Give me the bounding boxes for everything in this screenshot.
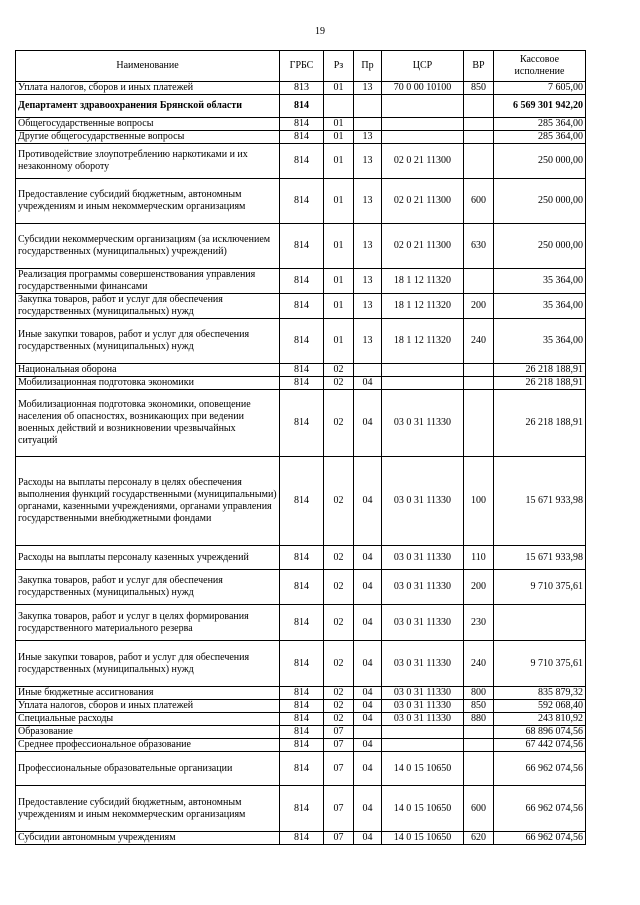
cell-csr: 18 1 12 11320 — [382, 269, 464, 294]
table-row — [16, 752, 586, 786]
cell-vr — [464, 377, 494, 390]
cell-grbs: 814 — [280, 713, 324, 726]
cell-vr: 630 — [464, 224, 494, 269]
header-pr: Пр — [354, 51, 382, 82]
table-row — [16, 319, 586, 364]
cell-pr: 13 — [354, 82, 382, 95]
cell-amount: 592 068,40 — [494, 700, 586, 713]
cell-grbs: 814 — [280, 457, 324, 546]
cell-name: Противодействие злоупотреблению наркотиками и их незаконному обороту — [16, 144, 280, 179]
cell-rz: 01 — [324, 144, 354, 179]
cell-grbs: 814 — [280, 269, 324, 294]
cell-pr: 13 — [354, 144, 382, 179]
cell-rz: 01 — [324, 82, 354, 95]
cell-pr: 04 — [354, 546, 382, 570]
table-row — [16, 726, 586, 739]
table-row — [16, 457, 586, 546]
cell-csr: 18 1 12 11320 — [382, 294, 464, 319]
cell-grbs: 814 — [280, 377, 324, 390]
cell-vr: 800 — [464, 687, 494, 700]
cell-vr: 110 — [464, 546, 494, 570]
table-row — [16, 179, 586, 224]
cell-rz: 07 — [324, 786, 354, 832]
cell-name: Среднее профессиональное образование — [16, 739, 280, 752]
cell-csr — [382, 377, 464, 390]
cell-rz: 01 — [324, 294, 354, 319]
table-header-row — [16, 51, 586, 82]
cell-amount: 35 364,00 — [494, 269, 586, 294]
table-row — [16, 95, 586, 118]
cell-vr — [464, 131, 494, 144]
cell-grbs: 814 — [280, 700, 324, 713]
cell-vr: 850 — [464, 700, 494, 713]
budget-table — [15, 50, 586, 845]
cell-rz: 02 — [324, 457, 354, 546]
cell-name: Другие общегосударственные вопросы — [16, 131, 280, 144]
cell-name: Мобилизационная подготовка экономики — [16, 377, 280, 390]
cell-csr: 03 0 31 11330 — [382, 546, 464, 570]
cell-vr: 230 — [464, 605, 494, 641]
cell-amount: 66 962 074,56 — [494, 832, 586, 845]
table-row — [16, 224, 586, 269]
cell-name: Иные бюджетные ассигнования — [16, 687, 280, 700]
cell-name: Закупка товаров, работ и услуг в целях формирования государственного материального резерва — [16, 605, 280, 641]
cell-name: Субсидии некоммерческим организациям (за исключением государственных (муниципальных) учреждений) — [16, 224, 280, 269]
cell-csr — [382, 726, 464, 739]
cell-grbs: 814 — [280, 739, 324, 752]
cell-vr — [464, 118, 494, 131]
cell-pr: 04 — [354, 832, 382, 845]
cell-vr — [464, 726, 494, 739]
cell-name: Образование — [16, 726, 280, 739]
cell-vr — [464, 739, 494, 752]
cell-pr — [354, 118, 382, 131]
cell-pr: 13 — [354, 131, 382, 144]
cell-name: Реализация программы совершенствования управления государственными финансами — [16, 269, 280, 294]
table-row — [16, 605, 586, 641]
cell-name: Профессиональные образовательные организации — [16, 752, 280, 786]
cell-vr: 200 — [464, 294, 494, 319]
cell-pr: 13 — [354, 269, 382, 294]
header-amount: Кассовое исполнение — [494, 51, 586, 82]
cell-name: Общегосударственные вопросы — [16, 118, 280, 131]
cell-csr: 02 0 21 11300 — [382, 179, 464, 224]
cell-rz: 01 — [324, 118, 354, 131]
cell-rz: 02 — [324, 390, 354, 457]
cell-name: Закупка товаров, работ и услуг для обеспечения государственных (муниципальных) нужд — [16, 294, 280, 319]
cell-rz: 01 — [324, 179, 354, 224]
cell-amount: 9 710 375,61 — [494, 641, 586, 687]
cell-grbs: 813 — [280, 82, 324, 95]
cell-pr — [354, 726, 382, 739]
cell-csr: 03 0 31 11330 — [382, 713, 464, 726]
cell-vr: 600 — [464, 179, 494, 224]
cell-rz: 01 — [324, 319, 354, 364]
cell-amount: 15 671 933,98 — [494, 457, 586, 546]
cell-grbs: 814 — [280, 687, 324, 700]
cell-name: Уплата налогов, сборов и иных платежей — [16, 700, 280, 713]
cell-amount: 26 218 188,91 — [494, 390, 586, 457]
cell-name: Расходы на выплаты персоналу в целях обеспечения выполнения функций государственными (муниципальными) органами, казенными учреждениями, органами управления государственными внебюджетными фондами — [16, 457, 280, 546]
cell-grbs: 814 — [280, 641, 324, 687]
cell-csr: 03 0 31 11330 — [382, 605, 464, 641]
cell-vr: 100 — [464, 457, 494, 546]
cell-amount: 250 000,00 — [494, 144, 586, 179]
cell-vr — [464, 390, 494, 457]
cell-vr: 620 — [464, 832, 494, 845]
cell-name: Иные закупки товаров, работ и услуг для обеспечения государственных (муниципальных) нужд — [16, 641, 280, 687]
cell-name: Предоставление субсидий бюджетным, автономным учреждениям и иным некоммерческим организациям — [16, 786, 280, 832]
cell-grbs: 814 — [280, 319, 324, 364]
cell-pr: 04 — [354, 700, 382, 713]
cell-csr: 02 0 21 11300 — [382, 144, 464, 179]
cell-pr: 13 — [354, 294, 382, 319]
table-row — [16, 700, 586, 713]
cell-csr: 70 0 00 10100 — [382, 82, 464, 95]
cell-csr: 03 0 31 11330 — [382, 687, 464, 700]
table-row — [16, 82, 586, 95]
cell-pr: 04 — [354, 739, 382, 752]
cell-pr: 04 — [354, 641, 382, 687]
cell-grbs: 814 — [280, 726, 324, 739]
table-row — [16, 269, 586, 294]
cell-name: Специальные расходы — [16, 713, 280, 726]
header-vr: ВР — [464, 51, 494, 82]
cell-grbs: 814 — [280, 570, 324, 605]
table-row — [16, 570, 586, 605]
cell-csr — [382, 95, 464, 118]
cell-amount: 250 000,00 — [494, 179, 586, 224]
cell-vr — [464, 269, 494, 294]
cell-vr: 600 — [464, 786, 494, 832]
cell-vr: 850 — [464, 82, 494, 95]
cell-amount: 66 962 074,56 — [494, 752, 586, 786]
cell-amount: 285 364,00 — [494, 131, 586, 144]
cell-rz: 01 — [324, 269, 354, 294]
cell-csr: 18 1 12 11320 — [382, 319, 464, 364]
cell-csr — [382, 739, 464, 752]
cell-rz: 07 — [324, 739, 354, 752]
cell-rz: 07 — [324, 726, 354, 739]
table-row — [16, 377, 586, 390]
cell-pr: 04 — [354, 457, 382, 546]
cell-vr — [464, 95, 494, 118]
cell-pr — [354, 95, 382, 118]
table-row — [16, 546, 586, 570]
cell-amount — [494, 605, 586, 641]
cell-amount: 6 569 301 942,20 — [494, 95, 586, 118]
cell-pr: 13 — [354, 224, 382, 269]
cell-rz: 07 — [324, 832, 354, 845]
header-csr: ЦСР — [382, 51, 464, 82]
cell-vr — [464, 752, 494, 786]
cell-amount: 35 364,00 — [494, 319, 586, 364]
cell-csr: 03 0 31 11330 — [382, 570, 464, 605]
cell-rz: 02 — [324, 546, 354, 570]
cell-rz: 01 — [324, 131, 354, 144]
cell-rz — [324, 95, 354, 118]
cell-csr — [382, 131, 464, 144]
cell-csr: 14 0 15 10650 — [382, 752, 464, 786]
cell-csr: 03 0 31 11330 — [382, 390, 464, 457]
cell-grbs: 814 — [280, 144, 324, 179]
cell-grbs: 814 — [280, 546, 324, 570]
cell-amount: 26 218 188,91 — [494, 377, 586, 390]
cell-grbs: 814 — [280, 179, 324, 224]
header-rz: Рз — [324, 51, 354, 82]
cell-amount: 285 364,00 — [494, 118, 586, 131]
table-row — [16, 786, 586, 832]
table-row — [16, 641, 586, 687]
cell-grbs: 814 — [280, 95, 324, 118]
cell-amount: 67 442 074,56 — [494, 739, 586, 752]
cell-rz: 07 — [324, 752, 354, 786]
cell-rz: 02 — [324, 713, 354, 726]
cell-amount: 7 605,00 — [494, 82, 586, 95]
cell-grbs: 814 — [280, 118, 324, 131]
cell-vr — [464, 144, 494, 179]
cell-vr: 200 — [464, 570, 494, 605]
cell-csr: 03 0 31 11330 — [382, 457, 464, 546]
cell-rz: 02 — [324, 641, 354, 687]
cell-name: Департамент здравоохранения Брянской области — [16, 95, 280, 118]
cell-amount: 250 000,00 — [494, 224, 586, 269]
cell-pr: 04 — [354, 390, 382, 457]
cell-csr: 14 0 15 10650 — [382, 832, 464, 845]
cell-rz: 01 — [324, 224, 354, 269]
table-row — [16, 294, 586, 319]
cell-pr: 04 — [354, 377, 382, 390]
cell-rz: 02 — [324, 687, 354, 700]
cell-name: Мобилизационная подготовка экономики, оповещение населения об опасностях, возникающих при ведении военных действий и возникновении чрезвычайных ситуаций — [16, 390, 280, 457]
table-row — [16, 131, 586, 144]
cell-grbs: 814 — [280, 294, 324, 319]
cell-vr: 880 — [464, 713, 494, 726]
cell-name: Предоставление субсидий бюджетным, автономным учреждениям и иным некоммерческим организациям — [16, 179, 280, 224]
cell-pr: 04 — [354, 570, 382, 605]
cell-pr: 04 — [354, 605, 382, 641]
cell-rz: 02 — [324, 700, 354, 713]
cell-vr — [464, 364, 494, 377]
cell-grbs: 814 — [280, 364, 324, 377]
cell-rz: 02 — [324, 377, 354, 390]
cell-rz: 02 — [324, 570, 354, 605]
cell-grbs: 814 — [280, 605, 324, 641]
cell-amount: 9 710 375,61 — [494, 570, 586, 605]
cell-grbs: 814 — [280, 832, 324, 845]
cell-pr: 04 — [354, 786, 382, 832]
cell-pr: 04 — [354, 713, 382, 726]
cell-pr: 04 — [354, 687, 382, 700]
cell-vr: 240 — [464, 641, 494, 687]
cell-grbs: 814 — [280, 786, 324, 832]
table-row — [16, 832, 586, 845]
cell-rz: 02 — [324, 364, 354, 377]
cell-grbs: 814 — [280, 390, 324, 457]
cell-csr — [382, 364, 464, 377]
cell-csr: 14 0 15 10650 — [382, 786, 464, 832]
cell-grbs: 814 — [280, 752, 324, 786]
cell-name: Расходы на выплаты персоналу казенных учреждений — [16, 546, 280, 570]
header-name: Наименование — [16, 51, 280, 82]
table-row — [16, 713, 586, 726]
cell-name: Закупка товаров, работ и услуг для обеспечения государственных (муниципальных) нужд — [16, 570, 280, 605]
table-row — [16, 118, 586, 131]
cell-name: Национальная оборона — [16, 364, 280, 377]
cell-pr: 13 — [354, 179, 382, 224]
cell-amount: 26 218 188,91 — [494, 364, 586, 377]
cell-vr: 240 — [464, 319, 494, 364]
cell-rz: 02 — [324, 605, 354, 641]
cell-name: Субсидии автономным учреждениям — [16, 832, 280, 845]
cell-csr — [382, 118, 464, 131]
table-row — [16, 364, 586, 377]
cell-name: Уплата налогов, сборов и иных платежей — [16, 82, 280, 95]
cell-amount: 243 810,92 — [494, 713, 586, 726]
cell-pr: 04 — [354, 752, 382, 786]
table-row — [16, 687, 586, 700]
cell-amount: 15 671 933,98 — [494, 546, 586, 570]
cell-amount: 835 879,32 — [494, 687, 586, 700]
cell-grbs: 814 — [280, 224, 324, 269]
table-row — [16, 390, 586, 457]
cell-csr: 03 0 31 11330 — [382, 641, 464, 687]
cell-pr: 13 — [354, 319, 382, 364]
cell-csr: 02 0 21 11300 — [382, 224, 464, 269]
cell-grbs: 814 — [280, 131, 324, 144]
cell-name: Иные закупки товаров, работ и услуг для обеспечения государственных (муниципальных) нужд — [16, 319, 280, 364]
cell-csr: 03 0 31 11330 — [382, 700, 464, 713]
cell-amount: 68 896 074,56 — [494, 726, 586, 739]
cell-pr — [354, 364, 382, 377]
table-row — [16, 739, 586, 752]
table-row — [16, 144, 586, 179]
header-grbs: ГРБС — [280, 51, 324, 82]
page-number: 19 — [315, 26, 325, 37]
cell-amount: 35 364,00 — [494, 294, 586, 319]
cell-amount: 66 962 074,56 — [494, 786, 586, 832]
